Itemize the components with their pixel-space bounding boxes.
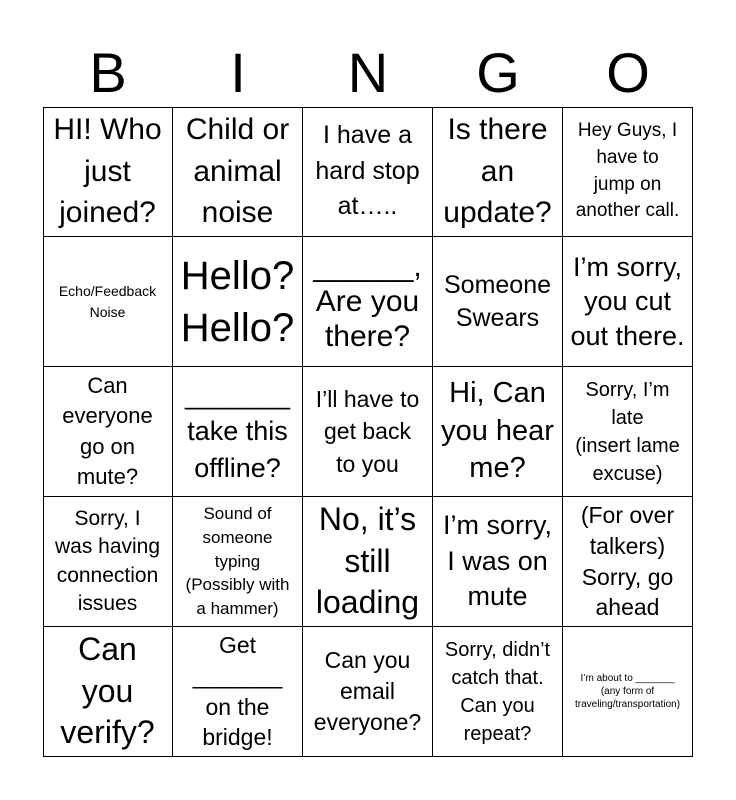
bingo-cell[interactable] xyxy=(43,237,173,367)
bingo-cell-text: (For over talkers) Sorry, go ahead xyxy=(580,501,675,621)
bingo-cell[interactable] xyxy=(563,497,693,627)
bingo-cell-text: Sound of someone typing (Possibly with a hammer) xyxy=(185,504,290,619)
bingo-cell[interactable] xyxy=(433,497,563,627)
bingo-cell-text: I’m sorry, I was on mute xyxy=(443,510,552,612)
bingo-cell[interactable] xyxy=(303,627,433,757)
bingo-cell[interactable] xyxy=(433,367,563,497)
bingo-cell-text: Someone Swears xyxy=(443,270,552,332)
bingo-cell-text: Is there an update? xyxy=(443,113,552,230)
bingo-cell-text: Sorry, I was having connection issues xyxy=(54,506,161,615)
bingo-cell-text: _______ take this offline? xyxy=(184,380,291,483)
header-letter-b: B xyxy=(89,41,127,104)
bingo-cell[interactable] xyxy=(563,627,693,757)
header-letter-n: N xyxy=(347,41,389,104)
bingo-cell-text: Hi, Can you hear me? xyxy=(441,376,554,485)
bingo-cell-text: Get _______ on the bridge! xyxy=(192,632,283,751)
bingo-cell-text: Hello? Hello? xyxy=(180,253,295,350)
bingo-cell[interactable] xyxy=(173,627,303,757)
bingo-cell-text: Can everyone go on mute? xyxy=(62,372,153,489)
bingo-cell[interactable] xyxy=(303,107,433,237)
bingo-cell[interactable] xyxy=(563,107,693,237)
bingo-cell-text: Sorry, I’m late (insert lame excuse) xyxy=(575,378,680,485)
bingo-grid xyxy=(43,107,693,757)
bingo-cell-text: I’m about to _______ (any form of traveling/transportation) xyxy=(574,673,681,710)
header-letter-o: O xyxy=(606,41,650,104)
bingo-cell-text: Hey Guys, I have to jump on another call. xyxy=(575,120,680,222)
bingo-cell[interactable] xyxy=(173,497,303,627)
bingo-cell[interactable] xyxy=(303,237,433,367)
bingo-cell[interactable] xyxy=(43,497,173,627)
bingo-cell[interactable] xyxy=(43,107,173,237)
bingo-cell-text: I’ll have to get back to you xyxy=(315,385,420,477)
bingo-cell[interactable] xyxy=(433,237,563,367)
bingo-cell[interactable] xyxy=(173,107,303,237)
header-letter-i: I xyxy=(230,41,246,104)
bingo-cell[interactable] xyxy=(563,367,693,497)
bingo-cell[interactable] xyxy=(173,367,303,497)
header-letter-g: G xyxy=(476,41,520,104)
bingo-cell[interactable] xyxy=(303,367,433,497)
bingo-cell-text: I’m sorry, you cut out there. xyxy=(570,252,685,351)
bingo-cell[interactable] xyxy=(43,627,173,757)
bingo-cell-text: Echo/Feedback Noise xyxy=(58,283,157,320)
bingo-cell-text: Can you email everyone? xyxy=(313,647,422,735)
bingo-cell-text: Sorry, didn’t catch that. Can you repeat? xyxy=(444,638,551,745)
bingo-cell[interactable] xyxy=(563,237,693,367)
bingo-cell[interactable] xyxy=(173,237,303,367)
bingo-cell-text: HI! Who just joined? xyxy=(53,113,162,230)
bingo-cell-text: I have a hard stop at….. xyxy=(315,121,420,221)
bingo-cell-text: No, it’s still loading xyxy=(315,501,420,621)
bingo-cell[interactable] xyxy=(433,627,563,757)
bingo-cell[interactable] xyxy=(303,497,433,627)
bingo-header xyxy=(43,40,693,106)
bingo-cell-text: Child or animal noise xyxy=(185,113,290,230)
bingo-cell[interactable] xyxy=(433,107,563,237)
bingo-cell-text: ______, Are you there? xyxy=(313,249,422,354)
bingo-cell-text: Can you verify? xyxy=(60,631,155,751)
bingo-cell[interactable] xyxy=(43,367,173,497)
